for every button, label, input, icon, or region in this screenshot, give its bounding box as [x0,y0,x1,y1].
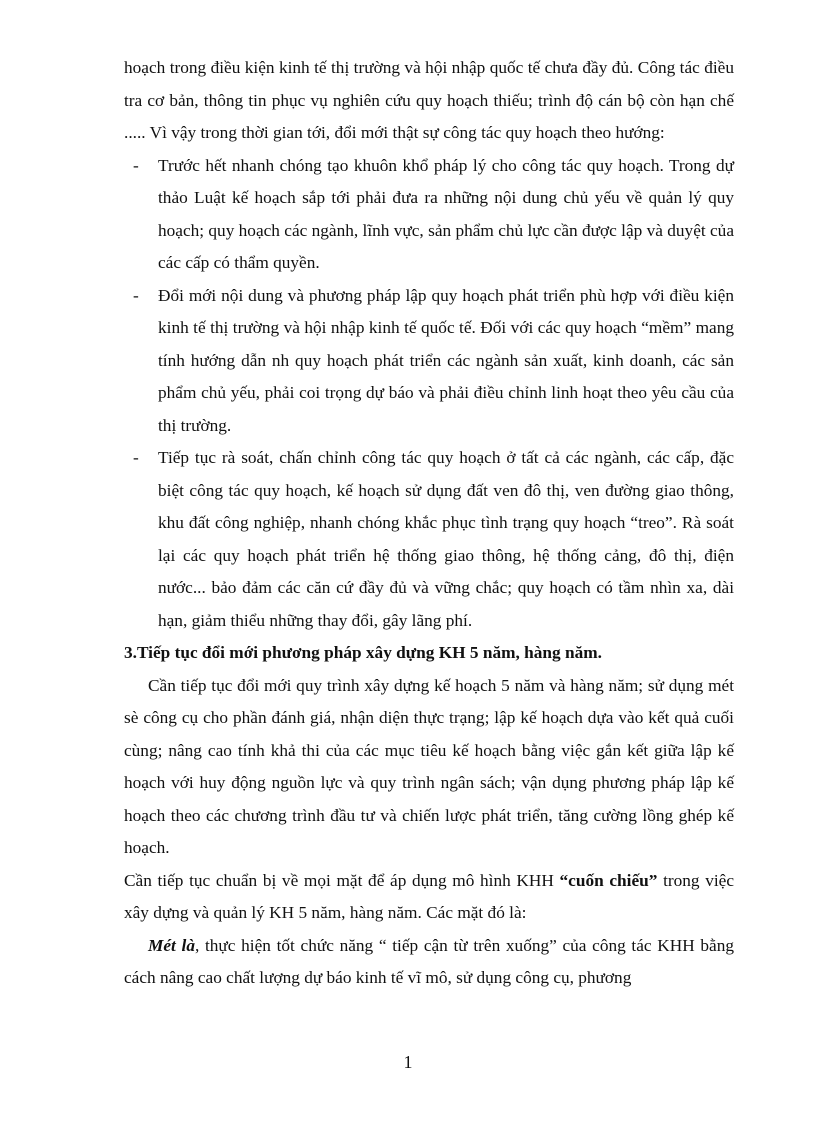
bullet-text: Trước hết nhanh chóng tạo khuôn khổ pháp lý cho công tác quy hoạch. Trong dự thảo Luật kế hoạch sắp tới phải đưa ra những nội dung chủ yếu về quản lý quy hoạch; quy hoạch các ngành, lĩnh vực, sản phẩm chủ lực cần được lập và duyệt của các cấp có thẩm quyền. [158,155,734,272]
bullet-text: Đổi mới nội dung và phương pháp lập quy hoạch phát triển phù hợp với điều kiện kinh tế thị trường và hội nhập kinh tế quốc tế. Đối với các quy hoạch “mềm” mang tính hướng dẫn nh quy hoạch phát triển các ngành sản xuất, kinh doanh, các sản phẩm chủ yếu, phải coi trọng dự báo và phải điều chỉnh linh hoạt theo yêu cầu của thị trường. [158,285,734,435]
paragraph-1: Cần tiếp tục đổi mới quy trình xây dựng kế hoạch 5 năm và hàng năm; sử dụng mét sè công cụ cho phần đánh giá, nhận diện thực trạng; lập kế hoạch dựa vào kết quả cuối cùng; nâng cao tính khả thi của các mục tiêu kế hoạch bằng việc gắn kết giữa lập kế hoạch với huy động nguồn lực và quy trình ngân sách; vận dụng phương pháp lập kế hoạch theo các chương trình đầu tư và chiến lược phát triển, tăng cường lồng ghép kế hoạch. [124,675,734,857]
bullet-marker: - [133,448,139,467]
bullet-item-1 [124,150,734,280]
page-number: 1 [403,1052,413,1072]
paragraph-2-text-b: trong việc xây dựng và quản lý KH 5 năm, hàng năm. Các mặt đó là: [124,870,734,922]
bullet-item-2 [124,280,734,443]
paragraph-2 [124,865,734,930]
section-heading: 3.Tiếp tục đổi mới phương pháp xây dựng KH 5 năm, hàng năm. [124,643,602,662]
bullet-marker: - [133,155,139,175]
paragraph-3-text: , thực hiện tốt chức năng “ tiếp cận từ trên xuống” của công tác KHH bằng cách nâng cao chất lượng dự báo kinh tế vĩ mô, sử dụng công cụ, phương [124,935,734,987]
paragraph-2-text-a: Cần tiếp tục chuẩn bị về mọi mặt để áp dụng mô hình KHH [124,870,560,890]
bullet-marker: - [133,285,139,305]
paragraph-2-emphasis: “cuốn chiếu” [559,870,658,890]
bullet-item-3 [124,442,734,637]
paragraph-3 [124,930,734,995]
document-page [124,52,734,995]
intro-paragraph: hoạch trong điều kiện kinh tế thị trường và hội nhập quốc tế chưa đầy đủ. Công tác điều tra cơ bản, thông tin phục vụ nghiên cứu quy hoạch thiếu; trình độ cán bộ còn hạn chế ..... Vì vậy trong thời gian tới, đổi mới thật sự công tác quy hoạch theo hướng: [124,58,734,142]
bullet-text: Tiếp tục rà soát, chấn chỉnh công tác quy hoạch ở tất cả các ngành, các cấp, đặc biệt công tác quy hoạch, kế hoạch sử dụng đất ven đô thị, ven đường giao thông, khu đất công nghiệp, nhanh chóng khắc phục tình trạng quy hoạch “treo”. Rà soát lại các quy hoạch phát triển hệ thống giao thông, hệ thống cảng, đô thị, điện nước... bảo đảm các căn cứ đầy đủ và vững chắc; quy hoạch có tầm nhìn xa, dài hạn, giảm thiểu những thay đổi, gây lãng phí. [158,448,734,630]
paragraph-3-lead: Mét là [148,935,195,955]
